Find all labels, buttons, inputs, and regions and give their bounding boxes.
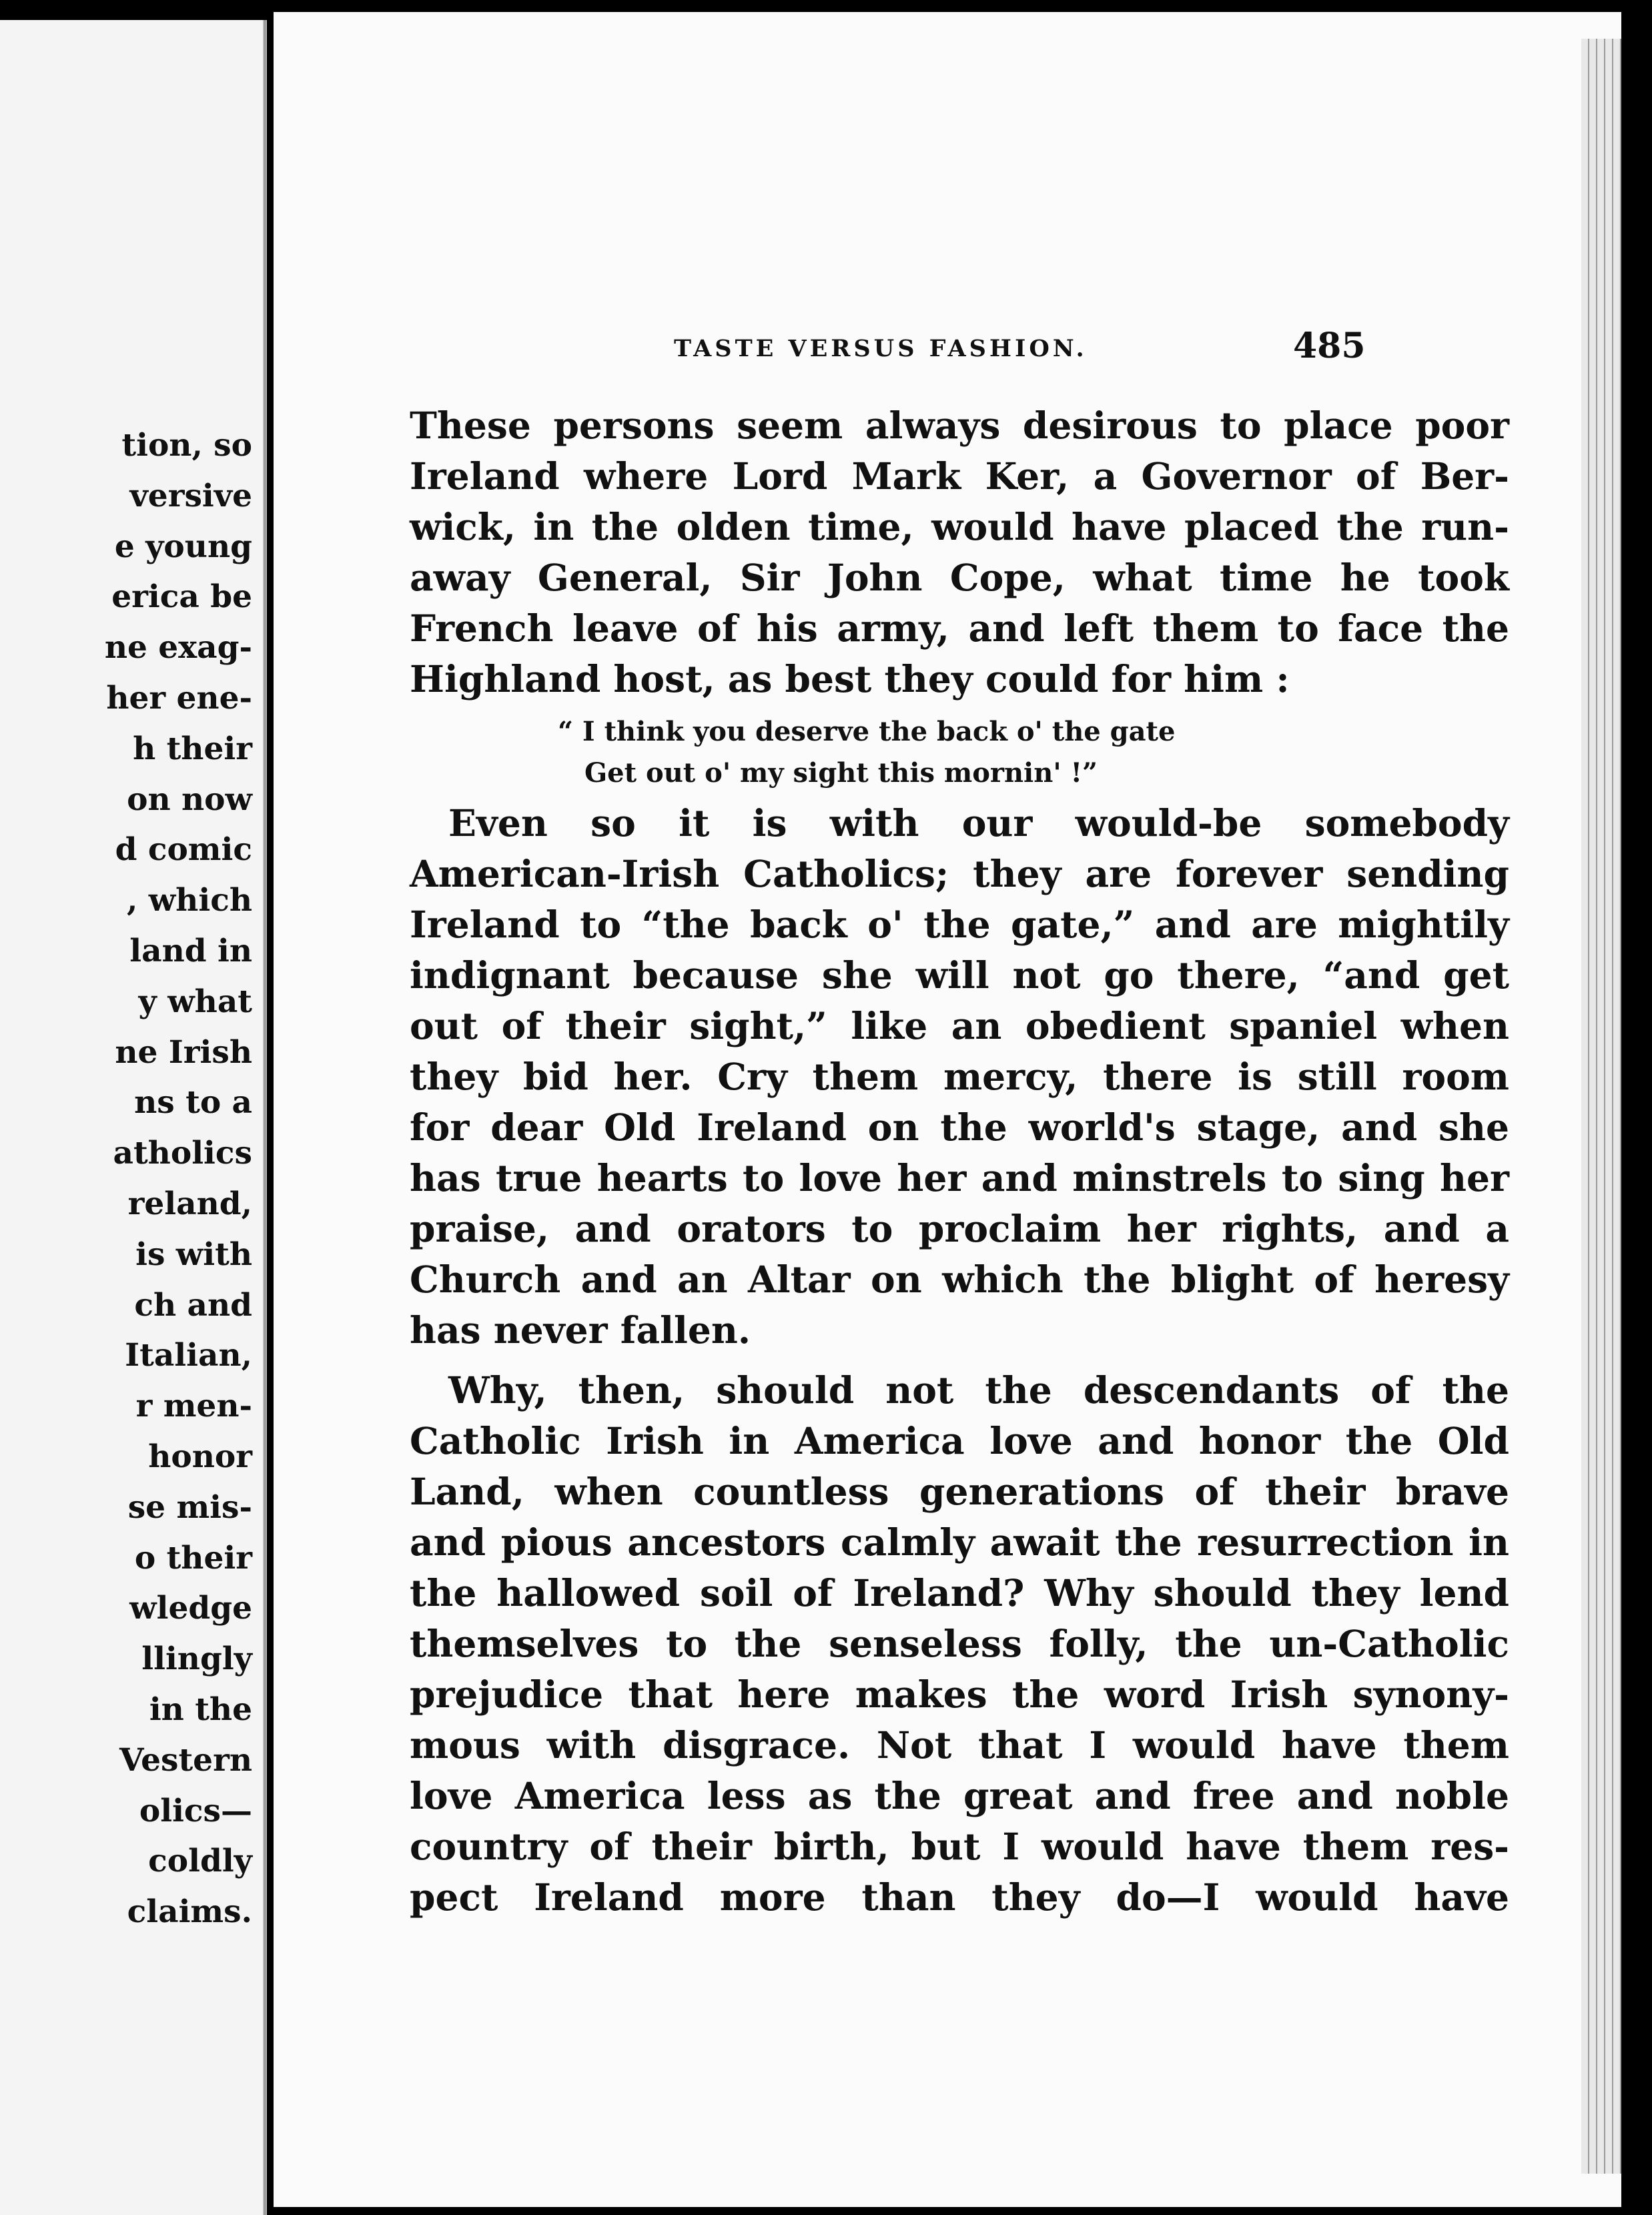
previous-page-line: is with <box>135 1236 252 1273</box>
previous-page-line: Vestern <box>119 1741 252 1779</box>
previous-page-line: her ene- <box>106 679 252 717</box>
verse-quote <box>410 711 1509 794</box>
verse-line: “ I think you deserve the back o' the gate <box>558 716 1176 747</box>
text-line: Land, when countless generations of their brave <box>410 1470 1509 1513</box>
text-line: mous with disgrace. Not that I would have them <box>410 1723 1509 1767</box>
paragraph-2 <box>410 798 1509 1356</box>
text-line: French leave of his army, and left them to face the <box>410 606 1509 650</box>
previous-page-line: olics— <box>139 1792 252 1829</box>
text-line: they bid her. Cry them mercy, there is still room <box>410 1055 1509 1098</box>
book-page <box>274 12 1621 2207</box>
previous-page-line: llingly <box>141 1641 252 1678</box>
page-header <box>274 326 1621 372</box>
previous-page-line: ne Irish <box>115 1033 252 1071</box>
previous-page-line: in the <box>149 1691 252 1728</box>
text-line: indignant because she will not go there, “and get <box>410 953 1509 997</box>
previous-page-line: e young <box>114 528 252 565</box>
text-line: American-Irish Catholics; they are forever sending <box>410 852 1509 895</box>
previous-page-line: atholics <box>113 1135 252 1172</box>
text-line: away General, Sir John Cope, what time he took <box>410 556 1509 599</box>
text-line: out of their sight,” like an obedient spaniel when <box>410 1004 1509 1047</box>
previous-page-line: ch and <box>134 1286 252 1324</box>
text-line: has never fallen. <box>410 1308 751 1352</box>
body-text <box>410 400 1509 1923</box>
previous-page-text <box>105 420 252 1937</box>
text-line: love America less as the great and free and noble <box>410 1774 1509 1817</box>
running-head: TASTE VERSUS FASHION. <box>674 335 1088 362</box>
previous-page-fragment <box>0 20 267 2215</box>
previous-page-line: versive <box>129 477 252 514</box>
text-line: for dear Old Ireland on the world's stage, and she <box>410 1105 1509 1149</box>
previous-page-line: erica be <box>111 578 252 616</box>
previous-page-line: , which <box>127 882 252 919</box>
previous-page-line: se mis- <box>127 1488 252 1526</box>
book-gutter <box>263 20 267 2215</box>
text-line: wick, in the olden time, would have placed the run- <box>410 505 1509 548</box>
page-number: 485 <box>1293 326 1366 366</box>
text-line: Church and an Altar on which the blight of heresy <box>410 1258 1509 1301</box>
text-line: the hallowed soil of Ireland? Why should they lend <box>410 1571 1509 1615</box>
previous-page-line: coldly <box>148 1843 252 1880</box>
text-line: Even so it is with our would-be somebody <box>448 801 1509 845</box>
previous-page-line: ns to a <box>134 1084 252 1122</box>
text-line: These persons seem always desirous to place poor <box>410 404 1509 447</box>
previous-page-line: ne exag- <box>104 629 252 667</box>
text-line: praise, and orators to proclaim her rights, and a <box>410 1207 1509 1250</box>
text-line: Why, then, should not the descendants of the <box>448 1368 1509 1412</box>
previous-page-line: d comic <box>115 831 252 869</box>
verse-line: Get out o' my sight this mornin' !” <box>584 757 1098 789</box>
previous-page-line: y what <box>138 983 252 1020</box>
previous-page-line: claims. <box>127 1893 252 1931</box>
text-line: Catholic Irish in America love and honor the Old <box>410 1419 1509 1462</box>
previous-page-line: tion, so <box>121 427 252 464</box>
text-line: country of their birth, but I would have them res- <box>410 1825 1509 1868</box>
previous-page-line: on now <box>127 781 252 818</box>
text-line: and pious ancestors calmly await the resurrection in <box>410 1520 1509 1564</box>
previous-page-line: r men- <box>135 1388 252 1425</box>
paragraph-3 <box>410 1365 1509 1923</box>
previous-page-line: land in <box>129 932 252 969</box>
text-line: has true hearts to love her and minstrels to sing her <box>410 1156 1509 1200</box>
previous-page-line: o their <box>134 1539 252 1577</box>
previous-page-line: h their <box>133 730 252 767</box>
text-line: themselves to the senseless folly, the un-Catholic <box>410 1622 1509 1665</box>
previous-page-line: wledge <box>129 1590 252 1627</box>
text-line: prejudice that here makes the word Irish synony- <box>410 1673 1509 1716</box>
text-line: Ireland where Lord Mark Ker, a Governor of Ber- <box>410 454 1509 498</box>
previous-page-line: honor <box>148 1438 252 1475</box>
previous-page-line: Italian, <box>125 1337 252 1374</box>
text-line: Highland host, as best they could for him : <box>410 657 1290 701</box>
text-line: pect Ireland more than they do—I would have <box>410 1875 1509 1919</box>
previous-page-line: reland, <box>127 1185 252 1222</box>
text-line: Ireland to “the back o' the gate,” and are mightily <box>410 903 1509 946</box>
paragraph-1 <box>410 400 1509 705</box>
